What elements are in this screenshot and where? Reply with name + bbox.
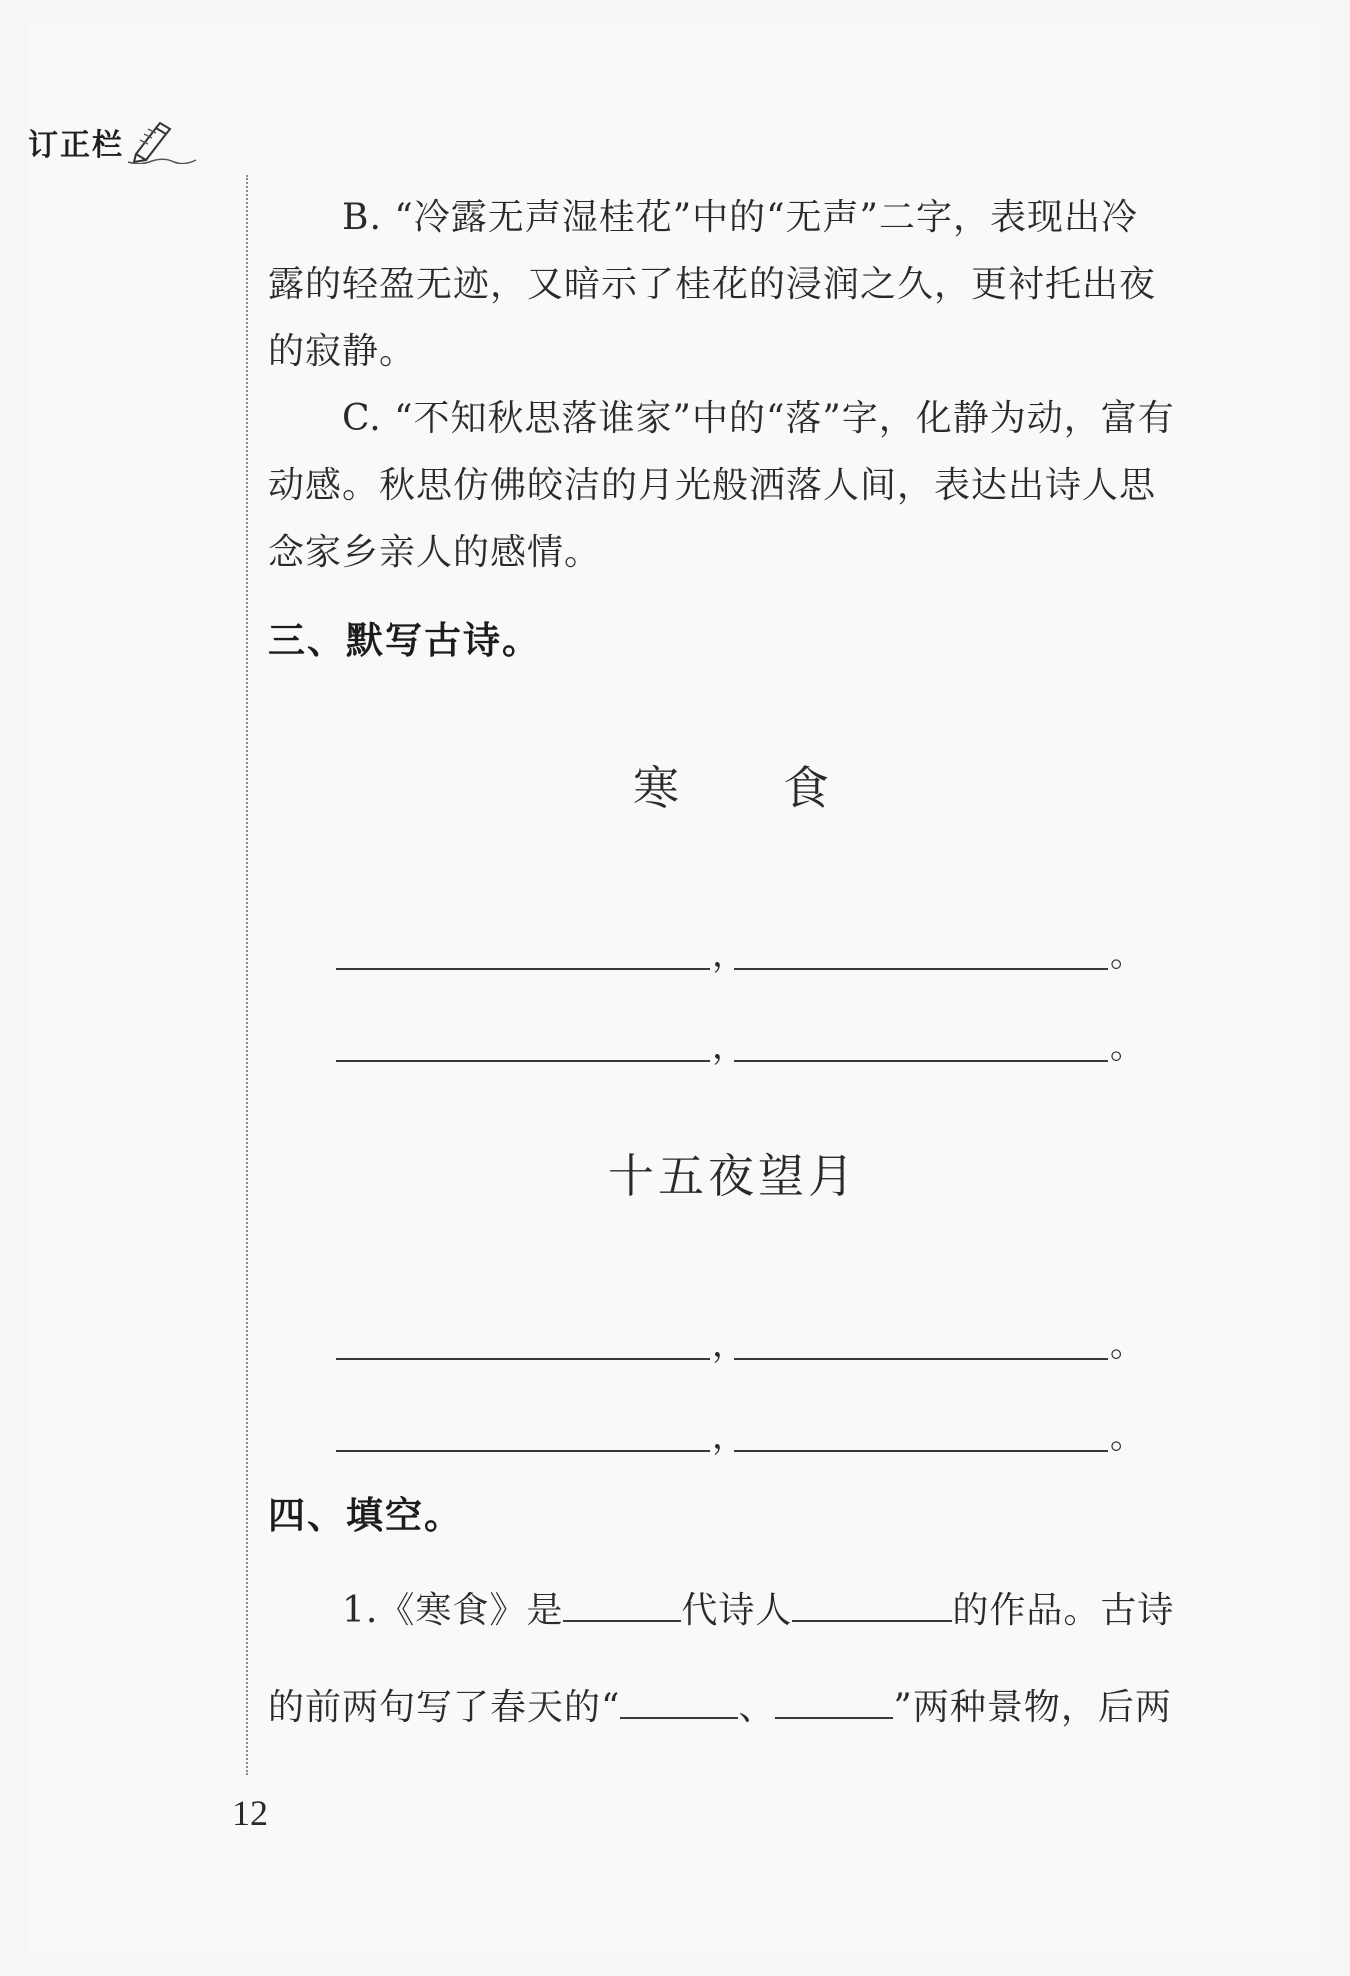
option-c-line1: C. “不知秋思落谁家”中的“落”字，化静为动，富有 <box>342 398 1175 439</box>
option-c-line3: 念家乡亲人的感情。 <box>268 532 602 573</box>
period: 。 <box>1110 1027 1144 1067</box>
option-b-line2: 露的轻盈无迹，又暗示了桂花的浸润之久，更衬托出夜 <box>268 264 1157 305</box>
question-1-prefix: 1.《寒食》是 <box>342 1590 564 1631</box>
poem-1-line-1 <box>336 930 1144 975</box>
correction-column-label: 订正栏 <box>28 128 124 163</box>
scenery-blank-1[interactable] <box>620 1693 738 1719</box>
option-c-line2: 动感。秋思仿佛皎洁的月光般洒落人间，表达出诗人思 <box>268 465 1157 506</box>
comma: ， <box>712 935 746 975</box>
answer-blank[interactable] <box>734 968 1108 970</box>
question-1-poet-label: 代诗人 <box>681 1590 793 1631</box>
margin-divider <box>246 175 248 1775</box>
answer-blank[interactable] <box>336 1450 710 1452</box>
question-1-line-1 <box>268 1585 1198 1637</box>
question-1-line-2 <box>268 1682 1198 1734</box>
answer-blank[interactable] <box>734 1450 1108 1452</box>
section-3-heading: 三、默写古诗。 <box>268 619 541 662</box>
answer-blank[interactable] <box>336 968 710 970</box>
answer-blank[interactable] <box>336 1358 710 1360</box>
question-1-works-label: 的作品。古诗 <box>952 1590 1175 1631</box>
poet-blank[interactable] <box>792 1596 952 1622</box>
question-1-scenery-label: 的前两句写了春天的“ <box>268 1687 621 1728</box>
enumeration-comma: 、 <box>738 1687 776 1728</box>
period: 。 <box>1110 1417 1144 1457</box>
comma: ， <box>712 1325 746 1365</box>
poem-title-hanshi: 寒 食 <box>633 761 833 815</box>
scenery-blank-2[interactable] <box>775 1693 893 1719</box>
correction-column-header <box>28 120 198 164</box>
period: 。 <box>1110 1325 1144 1365</box>
dynasty-blank[interactable] <box>563 1596 681 1622</box>
comma: ， <box>712 1027 746 1067</box>
option-b <box>268 184 1198 385</box>
answer-blank[interactable] <box>734 1358 1108 1360</box>
period: 。 <box>1110 935 1144 975</box>
poem-2-line-2 <box>336 1412 1144 1457</box>
poem-2-line-1 <box>336 1320 1144 1365</box>
page-number: 12 <box>232 1793 268 1833</box>
comma: ， <box>712 1417 746 1457</box>
poem-title-shiwuye-wangyue: 十五夜望月 <box>608 1149 858 1203</box>
poem-1-line-2 <box>336 1022 1144 1067</box>
pencil-icon <box>126 120 198 164</box>
option-b-line3: 的寂静。 <box>268 331 417 372</box>
question-1-tail: ”两种景物，后两 <box>893 1687 1172 1728</box>
option-b-line1: B. “冷露无声湿桂花”中的“无声”二字，表现出冷 <box>342 197 1138 238</box>
section-4-heading: 四、填空。 <box>268 1494 463 1537</box>
answer-blank[interactable] <box>734 1060 1108 1062</box>
option-c <box>268 385 1198 586</box>
answer-blank[interactable] <box>336 1060 710 1062</box>
